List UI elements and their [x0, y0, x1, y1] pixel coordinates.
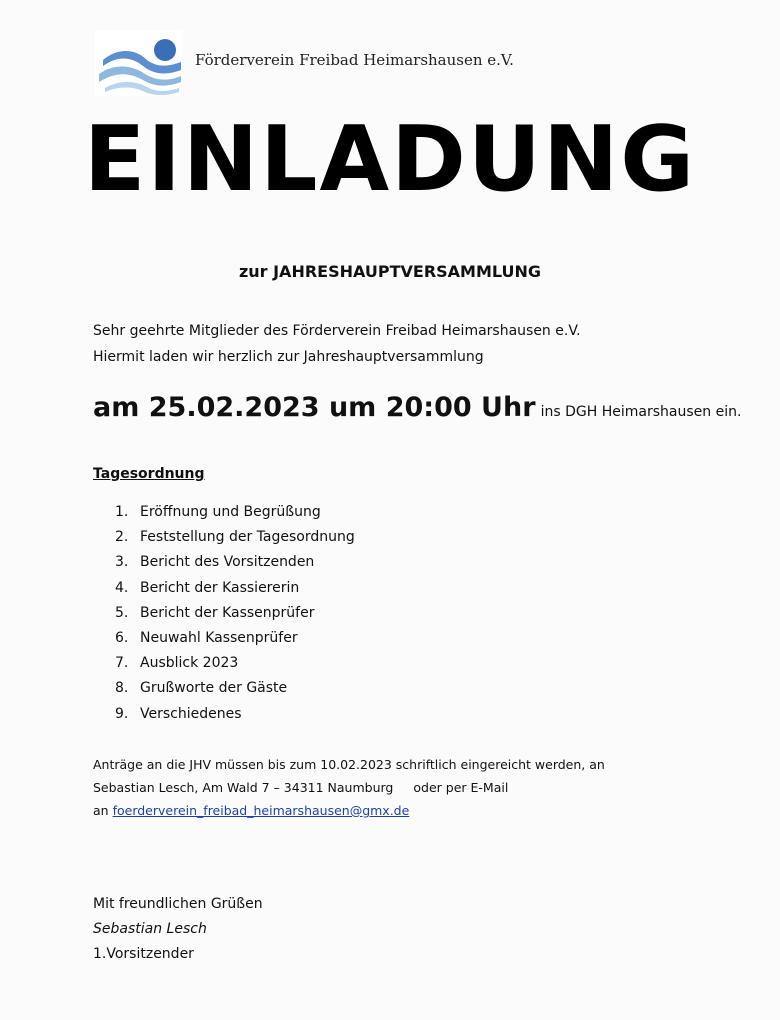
signature-name: Sebastian Lesch	[93, 921, 207, 937]
agenda-text: Verschiedenes	[140, 705, 242, 722]
agenda-number: 3.	[115, 554, 129, 571]
agenda-text: Grußworte der Gäste	[140, 680, 288, 697]
agenda-text: Neuwahl Kassenprüfer	[140, 629, 298, 646]
wave-logo-icon	[95, 30, 183, 96]
email-link[interactable]: foerderverein_freibad_heimarshausen@gmx.de	[112, 803, 410, 818]
greeting-line-2: Hiermit laden wir herzlich zur Jahreshauptversammlung	[93, 349, 484, 365]
list-item	[115, 576, 355, 601]
agenda-number: 9.	[115, 705, 129, 722]
signature-role: 1.Vorsitzender	[93, 946, 194, 962]
notice-email-hint: oder per E-Mail	[413, 780, 509, 795]
list-item	[115, 702, 355, 727]
list-item	[115, 500, 355, 525]
agenda-number: 5.	[115, 604, 129, 621]
list-item	[115, 525, 355, 550]
meeting-date-time: am 25.02.2023 um 20:00 Uhr	[93, 392, 536, 423]
notice-line-1: Anträge an die JHV müssen bis zum 10.02.2023 schriftlich eingereicht werden, an	[93, 757, 605, 772]
agenda-number: 7.	[115, 655, 129, 672]
notice-prefix: an	[93, 803, 109, 818]
list-item	[115, 651, 355, 676]
agenda-heading: Tagesordnung	[93, 466, 205, 482]
agenda-text: Feststellung der Tagesordnung	[140, 529, 355, 546]
list-item	[115, 550, 355, 575]
list-item	[115, 676, 355, 701]
list-item	[115, 601, 355, 626]
agenda-text: Bericht des Vorsitzenden	[140, 554, 315, 571]
agenda-number: 2.	[115, 529, 129, 546]
agenda-text: Eröffnung und Begrüßung	[140, 504, 321, 520]
submission-notice	[93, 753, 605, 822]
agenda-number: 8.	[115, 680, 129, 697]
notice-line-2	[93, 776, 605, 799]
greeting	[93, 318, 581, 370]
page-title: EINLADUNG	[83, 107, 697, 212]
salutation: Mit freundlichen Grüßen	[93, 896, 263, 912]
greeting-line-1: Sehr geehrte Mitglieder des Förderverein Freibad Heimarshausen e.V.	[93, 323, 581, 339]
agenda-text: Ausblick 2023	[140, 655, 239, 672]
agenda-text: Bericht der Kassiererin	[140, 579, 300, 596]
notice-address: Sebastian Lesch, Am Wald 7 – 34311 Naumburg	[93, 780, 394, 795]
subtitle: zur JAHRESHAUPTVERSAMMLUNG	[238, 262, 542, 281]
date-line	[93, 392, 741, 423]
closing	[93, 892, 263, 967]
notice-line-3	[93, 799, 605, 822]
agenda-number: 4.	[115, 579, 129, 596]
meeting-location: ins DGH Heimarshausen ein.	[540, 404, 742, 420]
agenda-list	[115, 500, 355, 727]
agenda-number: 6.	[115, 629, 129, 646]
organization-name: Förderverein Freibad Heimarshausen e.V.	[195, 51, 514, 69]
agenda-number: 1.	[115, 504, 129, 520]
list-item	[115, 626, 355, 651]
agenda-text: Bericht der Kassenprüfer	[140, 604, 315, 621]
